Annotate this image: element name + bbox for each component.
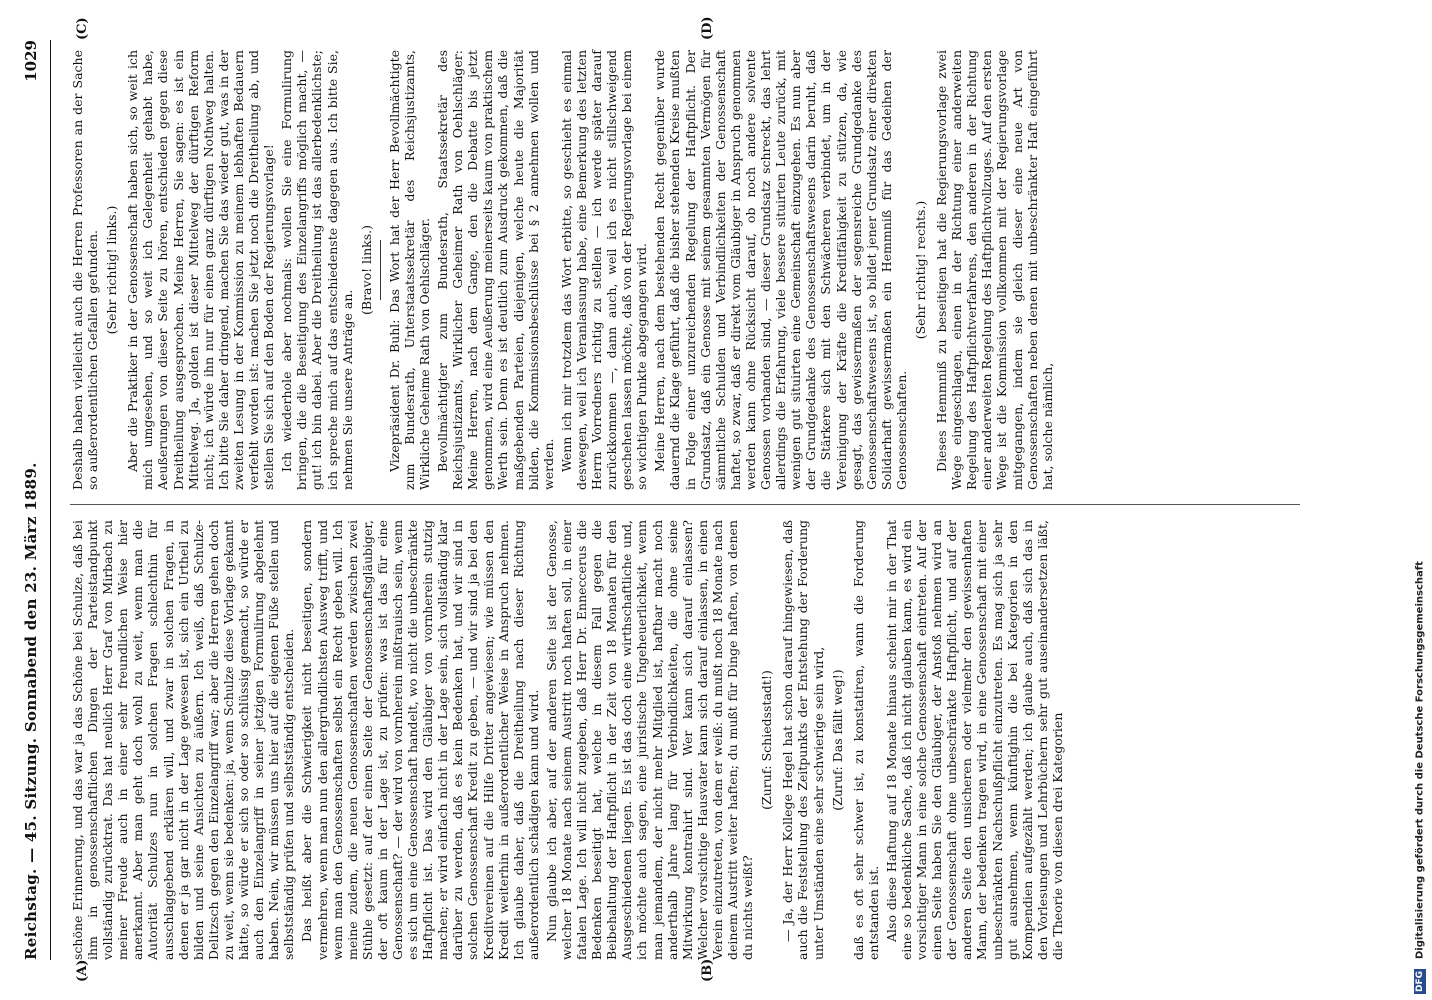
paragraph: Deshalb haben vielleicht auch die Herren Professoren an der Sache so außerordentlichen Gefallen gefunden. — [70, 50, 101, 490]
paragraph: Aber die Praktiker in der Genossenschaft haben sich, so weit ich mich umgesehen, und so weit ich Gelegenheit gehabt habe, Aeußerungen von dieser Seite zu hören, entschieden gegen diese Dreitheilung ausgesprochen. Meine Herren, Sie sagen: es ist ein Mittelweg. Ja, golden ist dieser Mittelweg der dürftigen Reform nicht; ich würde ihn nur für einen ganz dürftigen Nothweg halten. Ich bitte Sie daher dringend, machen Sie das wieder gut, was in der zweiten Lesung in der Kommission zu meinem lebhaften Bedauern verfehlt worden ist: machen Sie jetzt noch die Dreitheilung ab, und stellen Sie sich auf den Boden der Regierungsvorlage! — [125, 50, 277, 490]
margin-mark-b: (B) — [700, 958, 715, 982]
dfg-logo-badge: DFG — [1415, 970, 1425, 992]
credit-text: Digitalisierung gefördert durch die Deutsche Forschungsgemeinschaft — [1414, 561, 1426, 959]
paragraph: daß es oft sehr schwer ist, zu konstatiren, wann die Forderung entstanden ist. — [850, 520, 881, 960]
page-header — [0, 0, 60, 1000]
paragraph: Wenn ich mir trotzdem das Wort erbitte, so geschieht es einmal deswegen, weil ich Veranlassung habe, eine Bemerkung des letzten Herrn Vorredners richtig zu stellen — ich werde später darauf zurückkommen —, dann auch, weil ich es nicht stillschweigend geschehen lassen möchte, daß von der Regierungsvorlage bei einem so wichtigen Punkte abgegangen wird. — [558, 50, 650, 490]
page-number: 1029 — [22, 40, 40, 82]
interjection: (Zuruf: Schiedsstadt!) — [759, 670, 775, 810]
interjection: (Zuruf: Das fällt weg!) — [829, 669, 845, 811]
paragraph: — Ja, der Herr Kollege Hegel hat schon darauf hingewiesen, daß auch die Feststellung des Zeitpunkts der Entstehung der Forderung unter Umständen eine sehr schwierige sein wird, — [780, 520, 826, 960]
paragraph: schöne Erinnerung, und das war ja das Schöne bei Schulze, daß bei ihm in genossenschaftlichen Dingen der Parteistandpunkt vollständig zurücktrat. Das hat neulich Herr Graf von Mirbach zu meiner Freude auch in einer sehr freundlichen Weise hier anerkannt. Aber man geht doch wohl zu weit, wenn man die Autorität Schulzes nun in solchen Fragen schlechthin für ausschlaggebend erklären will, und zwar in solchen Fragen, in denen er ja gar nicht in der Lage gewesen ist, sich ein Urtheil zu bilden und seine Ansichten zu äußern. Ich weiß, daß Schulze-Delitzsch gegen den Einzelangriff war; aber die Herren gehen doch zu weit, wenn sie bedenken: ja, wenn Schulze diese Vorlage gekannt hätte, so würde er sich so oder so schlüssig gemacht, so würde er auch den Einzelangriff in seiner jetzigen Formulirung abgelehnt haben. Nein, wir müssen uns hier auf die eigenen Füße stellen und selbstständig prüfen und selbstständig entscheiden. — [70, 520, 297, 960]
running-head: Reichstag. — 45. Sitzung. Sonnabend den 23. März 1889. — [22, 462, 40, 960]
margin-mark-d: (D) — [700, 16, 715, 40]
paragraph: Ich wiederhole aber nochmals: wollen Sie eine Formulirung bringen, die die Beseitigung des Einzelangriffs möglich macht, — gut! ich bin dabei. Aber die Dreitheilung ist das allerbedenklichste; ich spreche mich auf das entschiedenste dagegen aus. Ich bitte Sie, nehmen Sie unsere Anträge an. — [279, 50, 355, 490]
paragraph: Meine Herren, nach dem bestehenden Recht gegenüber wurde dauernd die Klage geführt, daß die bisher stehenden Kreise mußten in Folge einer unzureichenden Regelung der Haftpflicht. Der Grundsatz, daß ein Genosse mit seinem gesammten Vermögen für sämmtliche Schulden und Verbindlichkeiten der Genossenschaft haftet, so zwar, daß er direkt vom Gläubiger in Anspruch genommen werden kann ohne Rücksicht darauf, ob noch andere solvente Genossen vorhanden sind, — dieser Grundsatz schreckt, das lehrt allerdings die Erfahrung, viele bessere situirten Leute zurück, mit wenigen gut situirten eine Gemeinschaft einzugehen. Es nun aber der Grundgedanke des Genossenschaftswesens darin beruht, daß die Stärkere sich mit den Schwächeren verbindet, um in der Vereinigung der Kräfte die Kreditfähigkeit zu stützen, da, wie gesagt, das gewissermaßen der segensreiche Grundgedanke des Genossenschaftswesens ist, so bildet jener Grundsatz einer direkten Solidarhaft gewissermaßen ein Hemmniß für das Gedeihen der Genossenschaften. — [652, 50, 909, 490]
paragraph: Also diese Haftung auf 18 Monate hinaus scheint mir in der That eine so bedenkliche Sache, daß ich nicht glauben kann, es wird ein vorsichtiger Mann in eine solche Genossenschaft eintreten. Auf der einen Seite haben Sie den Gläubiger, der Anstoß nehmen wird an der Genossenschaft ohne unbeschränkte Haftpflicht, und auf der anderen Seite den unsicheren oder vielmehr den gewissenhaften Mann, der bedenken tragen wird, in eine Genossenschaft mit einer unbeschränkten Nachschußpflicht einzutreten. Es mag sich ja sehr gut ausnehmen, wenn künftighin die bei Kategorien in den Kompendien aufgezählt werden; ich glaube auch, daß sich das in den Vorlesungen und Lehrbüchern sehr gut auseinandersetzen läßt, die Theorie von diesen drei Kategorien — [883, 520, 1065, 960]
paragraph: Dieses Hemmniß zu beseitigen hat die Regierungsvorlage zwei Wege eingeschlagen, einen in der Richtung einer anderweiten Regelung des Haftpflichtverfahrens, den anderen in der Richtung einer anderweiten Regelung des Haftpflichtvollzuges. Auf den ersten Wege ist die Kommission vollkommen mit der Regierungsvorlage mitgegangen, indem sie gleich dieser eine neue Art von Genossenschaften neben denen mit unbeschränkter Haft eingeführt hat, solche nämlich, — [934, 50, 1055, 490]
paragraph: Das heißt aber die Schwierigkeit nicht beseitigen, sondern vermehren, wenn man nun den allergründlichsten Ausweg trifft, und wenn man den Genossenschaften selbst ein Recht geben will. Ich meine zudem, die neuen Genossenschaften werden zwischen zwei Stühle gesetzt: auf der einen Seite der Genossenschaftsgläubiger, der oft kaum in der Lage ist, zu prüfen: was ist das für eine Genossenschaft? — der wird von vornherein mißtrauisch sein, wenn es sich um eine Genossenschaft handelt, wo nicht die unbeschränkte Haftpflicht ist. Das wird den Gläubiger von vornherein stutzig machen; er wird einfach nicht in der Lage sein, sich vollständig klar darüber zu werden, daß es kein Bedenken hat, und wir sind in solchen Genossenschaft Kredit zu geben, — und wir sind ja bei den Kreditvereinen auf die Hilfe Dritter angewiesen; wie müssen den Kredit weiterhin in außerordentlicher Weise in Anspruch nehmen. Ich glaube daher, daß die Dreitheilung nach dieser Richtung außerordentlich schädigen kann und wird. — [299, 520, 541, 960]
paragraph: Vizepräsident Dr. Buhl: Das Wort hat der Herr Bevollmächtigte zum Bundesrath, Unterstaatssekretär des Reichsjustizamts, Wirkliche Geheime Rath von Oehlschläger. — [386, 50, 432, 490]
margin-mark-c: (C) — [75, 17, 90, 40]
interjection: (Bravo! links.) — [358, 225, 374, 315]
margin-mark-a: (A) — [75, 959, 90, 982]
section-rule — [380, 240, 381, 300]
header-rule — [50, 40, 51, 960]
column-left — [70, 520, 1068, 960]
paragraph: Bevollmächtigter zum Bundesrath, Staatssekretär des Reichsjustizamts, Wirklicher Geheimer Rath von Oehlschläger: Meine Herren, nach dem Gange, den die Debatte bis jetzt genommen, wird eine Aeußerung meinerseits kaum von praktischem Werth sein. Denn es ist deutlich zum Ausdruck gekommen, daß die maßgebenden Parteien, diejenigen, welche heute die Majorität bilden, die Kommissionsbeschlüsse bei § 2 annehmen wollen und werden. — [435, 50, 556, 490]
interjection: (Sehr richtig! links.) — [104, 205, 120, 335]
interjection: (Sehr richtig! rechts.) — [912, 200, 928, 340]
paragraph: Nun glaube ich aber, auf der anderen Seite ist der Genosse, welcher 18 Monate nach seinem Austritt noch haften soll, in einer fatalen Lage. Ich will nicht zugeben, daß Herr Dr. Enneccerus die Bedenken beseitigt hat, welche in diesem Fall gegen die Beibehaltung der Haftpflicht in der Zeit von 18 Monaten für den Ausgeschiedenen liegen. Es ist das doch eine wirthschaftliche und, ich möchte auch sagen, eine juristische Ungeheuerlichkeit, wenn man jemandem, der nicht mehr Mitglied ist, haftbar macht noch anderthalb Jahre lang für Verbindlichkeiten, die ohne seine Mitwirkung kontrahirt sind. Wer kann sich darauf einlassen? Welcher vorsichtige Hausvater kann sich darauf einlassen, in einen Verein einzutreten, von dem er weiß: du mußt noch 18 Monate nach deinem Austritt weiter haften; du mußt für Dinge haften, von denen du nichts weißt? — [543, 520, 756, 960]
digitization-credit — [1412, 6, 1428, 994]
column-right — [70, 50, 1058, 490]
column-divider — [70, 504, 1300, 505]
